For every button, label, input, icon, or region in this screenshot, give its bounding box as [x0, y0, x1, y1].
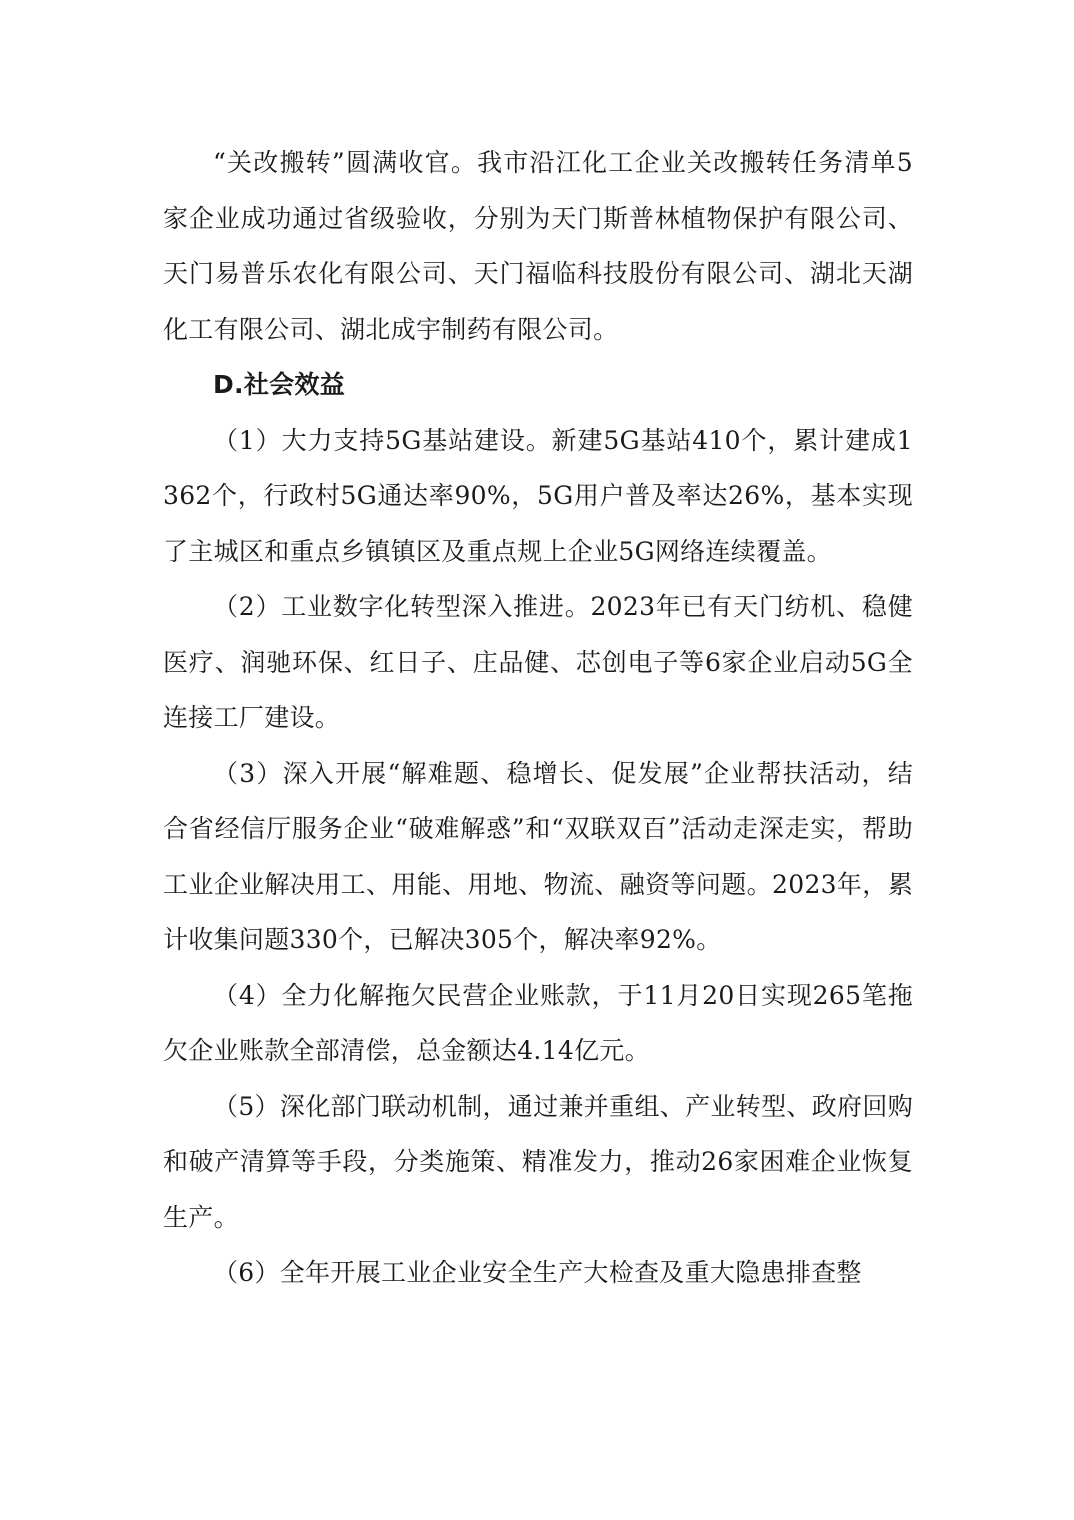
- paragraph-item-1-5g-base-stations: （1）大力支持5G基站建设。新建5G基站410个，累计建成1362个，行政村5G通达率90%，5G用户普及率达26%，基本实现了主城区和重点乡镇镇区及重点规上企业5G网络连续覆盖。: [163, 425, 913, 566]
- paragraph-item-2-digital-transformation: （2）工业数字化转型深入推进。2023年已有天门纺机、稳健医疗、润驰环保、红日子、庄品健、芯创电子等6家企业启动5G全连接工厂建设。: [163, 592, 913, 732]
- paragraph-item-4-arrears-clearance: （4）全力化解拖欠民营企业账款，于11月20日实现265笔拖欠企业账款全部清偿，总金额达4.14亿元。: [163, 980, 913, 1065]
- paragraph-item-3-enterprise-support: （3）深入开展“解难题、稳增长、促发展”企业帮扶活动，结合省经信厅服务企业“破难解惑”和“双联双百”活动走深走实，帮助工业企业解决用工、用能、用地、物流、融资等问题。2023年，累计收集问题330个，已解决305个，解决率92%。: [163, 758, 913, 954]
- paragraph-item-5-department-linkage: （5）深化部门联动机制，通过兼并重组、产业转型、政府回购和破产清算等手段，分类施策、精准发力，推动26家困难企业恢复生产。: [163, 1091, 913, 1232]
- document-body: [163, 135, 913, 1301]
- paragraph-item-6-safety-inspection: （6）全年开展工业企业安全生产大检查及重大隐患排查整: [213, 1258, 862, 1287]
- section-heading-social-benefits: D.社会效益: [213, 370, 346, 399]
- paragraph-guangaibanzhuan: “关改搬转”圆满收官。我市沿江化工企业关改搬转任务清单5家企业成功通过省级验收，分别为天门斯普林植物保护有限公司、天门易普乐农化有限公司、天门福临科技股份有限公司、湖北天湖化工有限公司、湖北成宇制药有限公司。: [163, 148, 913, 344]
